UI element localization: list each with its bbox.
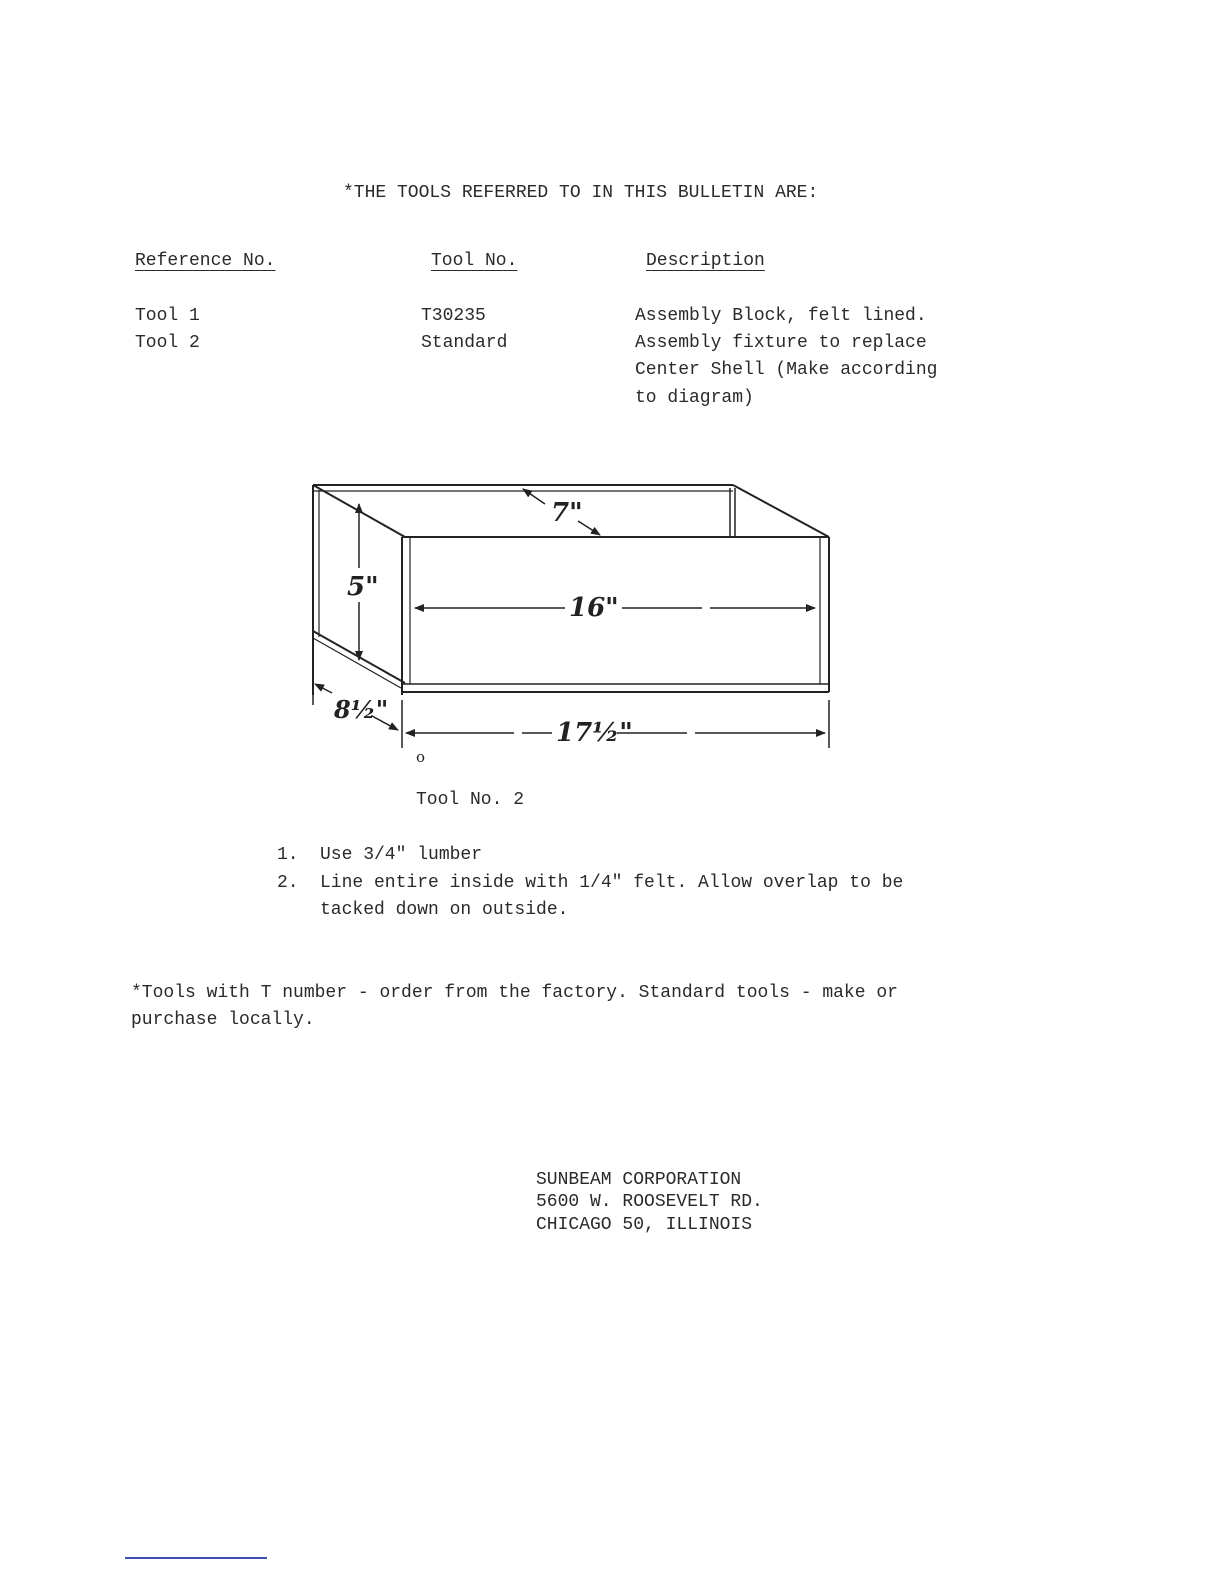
diagram-marker: o: [416, 748, 426, 766]
diagram-caption: Tool No. 2: [416, 790, 525, 810]
footnote-line1: *Tools with T number - order from the factory. Standard tools - make or: [131, 983, 898, 1003]
instruction-2-text-line1: Line entire inside with 1/4" felt. Allow overlap to be: [320, 873, 904, 893]
footer-rule: [125, 1557, 267, 1559]
dim-height: 5": [347, 572, 379, 602]
row2-description-line3: to diagram): [635, 388, 754, 408]
instruction-2-number: 2.: [277, 873, 299, 893]
row1-description: Assembly Block, felt lined.: [635, 306, 927, 326]
instruction-1-number: 1.: [277, 845, 299, 865]
header-reference-no: Reference No.: [135, 251, 276, 271]
instruction-1-text: Use 3/4" lumber: [320, 845, 483, 865]
dim-inner-length: 16": [569, 593, 619, 623]
row2-description-line1: Assembly fixture to replace: [635, 333, 927, 353]
dim-outer-length: 17½": [556, 718, 633, 748]
row1-tool-no: T30235: [421, 306, 486, 326]
row2-tool-no: Standard: [421, 333, 508, 353]
address-company: SUNBEAM CORPORATION: [536, 1170, 742, 1190]
row2-description-line2: Center Shell (Make according: [635, 360, 938, 380]
instruction-2-text-line2: tacked down on outside.: [320, 900, 569, 920]
header-description: Description: [646, 251, 765, 271]
address-street: 5600 W. ROOSEVELT RD.: [536, 1192, 763, 1212]
address-city: CHICAGO 50, ILLINOIS: [536, 1215, 753, 1235]
dim-side-depth: 8½": [334, 695, 389, 724]
bulletin-heading: *THE TOOLS REFERRED TO IN THIS BULLETIN ARE:: [343, 183, 819, 203]
row2-reference: Tool 2: [135, 333, 200, 353]
footnote-line2: purchase locally.: [131, 1010, 315, 1030]
dim-depth-top: 7": [551, 498, 583, 528]
row1-reference: Tool 1: [135, 306, 200, 326]
header-tool-no: Tool No.: [431, 251, 518, 271]
